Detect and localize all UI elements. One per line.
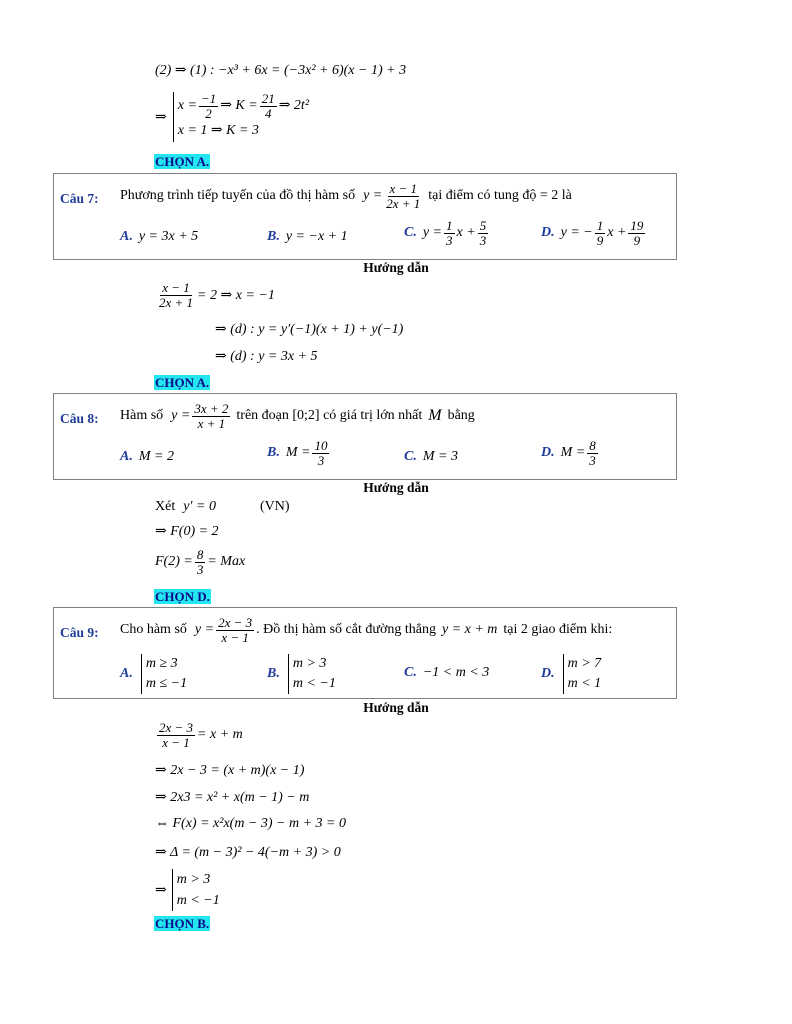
top-line-2: ⇒ x = $\frac{-1}{2}$ ⇒ K = $\frac{21}{4}$ ⇒ 2t² x = 1 ⇒ K = 3 — [155, 92, 309, 142]
question-8-box — [53, 393, 677, 480]
q9-step-2: ⇒ 2x − 3 = (x + m)(x − 1) — [155, 763, 305, 778]
question-9-label: Câu 9: — [60, 625, 99, 640]
question-7-label: Câu 7: — [60, 191, 99, 206]
option-9b[interactable]: B. m > 3 m < −1 — [267, 654, 336, 694]
option-8b[interactable]: B. M = $\frac{10}{3}$ — [267, 438, 328, 468]
option-7b[interactable]: B. y = −x + 1 — [267, 229, 348, 244]
q7-step-1: $\frac{x - 1}{2x + 1}$ = 2 ⇒ x = −1 — [159, 280, 275, 310]
q7-step-3: ⇒ (d) : y = 3x + 5 — [215, 349, 318, 364]
top-line-1: (2) ⇒ (1) : −x³ + 6x = (−3x² + 6)(x − 1) + 3 — [155, 63, 407, 78]
answer-9: CHỌN B. — [155, 916, 210, 931]
q9-step-5: ⇒ Δ = (m − 3)² − 4(−m + 3) > 0 — [155, 845, 341, 860]
option-9c[interactable]: C. −1 < m < 3 — [404, 665, 490, 680]
q9-step-1: $\frac{2x - 3}{x - 1}$ = x + m — [159, 720, 243, 750]
q9-step-6: ⇒ m > 3 m < −1 — [155, 869, 220, 911]
q8-step-1: Xét y′ = 0 (VN) — [155, 499, 290, 514]
question-7-text: Phương trình tiếp tuyến của đồ thị hàm số y = $\frac{x - 1}{2x + 1}$ tại điểm có tung độ = 2 là — [120, 181, 572, 211]
question-8-label: Câu 8: — [60, 411, 99, 426]
guide-heading-7: Hướng dẫn — [363, 260, 429, 275]
option-7d[interactable]: D. y = − $\frac{1}{9}$ x + $\frac{19}{9}$ — [541, 218, 644, 248]
option-9a[interactable]: A. m ≥ 3 m ≤ −1 — [120, 654, 187, 694]
option-9d[interactable]: D. m > 7 m < 1 — [541, 654, 601, 694]
question-9-box — [53, 607, 677, 699]
guide-heading-8: Hướng dẫn — [363, 480, 429, 495]
q7-step-2: ⇒ (d) : y = y′(−1)(x + 1) + y(−1) — [215, 322, 404, 337]
question-9-text: Cho hàm số y = $\frac{2x - 3}{x - 1}$ . Đồ thị hàm số cắt đường thẳng y = x + m tại 2 giao điểm khi: — [120, 615, 613, 645]
option-8c[interactable]: C. M = 3 — [404, 449, 458, 464]
answer-7: CHỌN A. — [155, 375, 210, 390]
guide-heading-9: Hướng dẫn — [363, 700, 429, 715]
answer-top: CHỌN A. — [155, 154, 210, 169]
question-7-box — [53, 173, 677, 260]
option-8d[interactable]: D. M = $\frac{8}{3}$ — [541, 438, 596, 468]
answer-8: CHỌN D. — [155, 589, 210, 604]
option-8a[interactable]: A. M = 2 — [120, 449, 174, 464]
option-7a[interactable]: A. y = 3x + 5 — [120, 229, 199, 244]
q9-step-3: ⇒ 2x3 = x² + x(m − 1) − m — [155, 790, 310, 805]
q9-step-4: ⇔ F(x) = x²x(m − 3) − m + 3 = 0 — [155, 816, 346, 831]
q8-step-2: ⇒ F(0) = 2 — [155, 524, 219, 539]
question-8-text: Hàm số y = $\frac{3x + 2}{x + 1}$ trên đoạn [0;2] có giá trị lớn nhất M bằng — [120, 401, 475, 431]
option-7c[interactable]: C. y = $\frac{1}{3}$ x + $\frac{5}{3}$ — [404, 218, 487, 248]
q8-step-3: F(2) = $\frac{8}{3}$ = Max — [155, 547, 246, 577]
